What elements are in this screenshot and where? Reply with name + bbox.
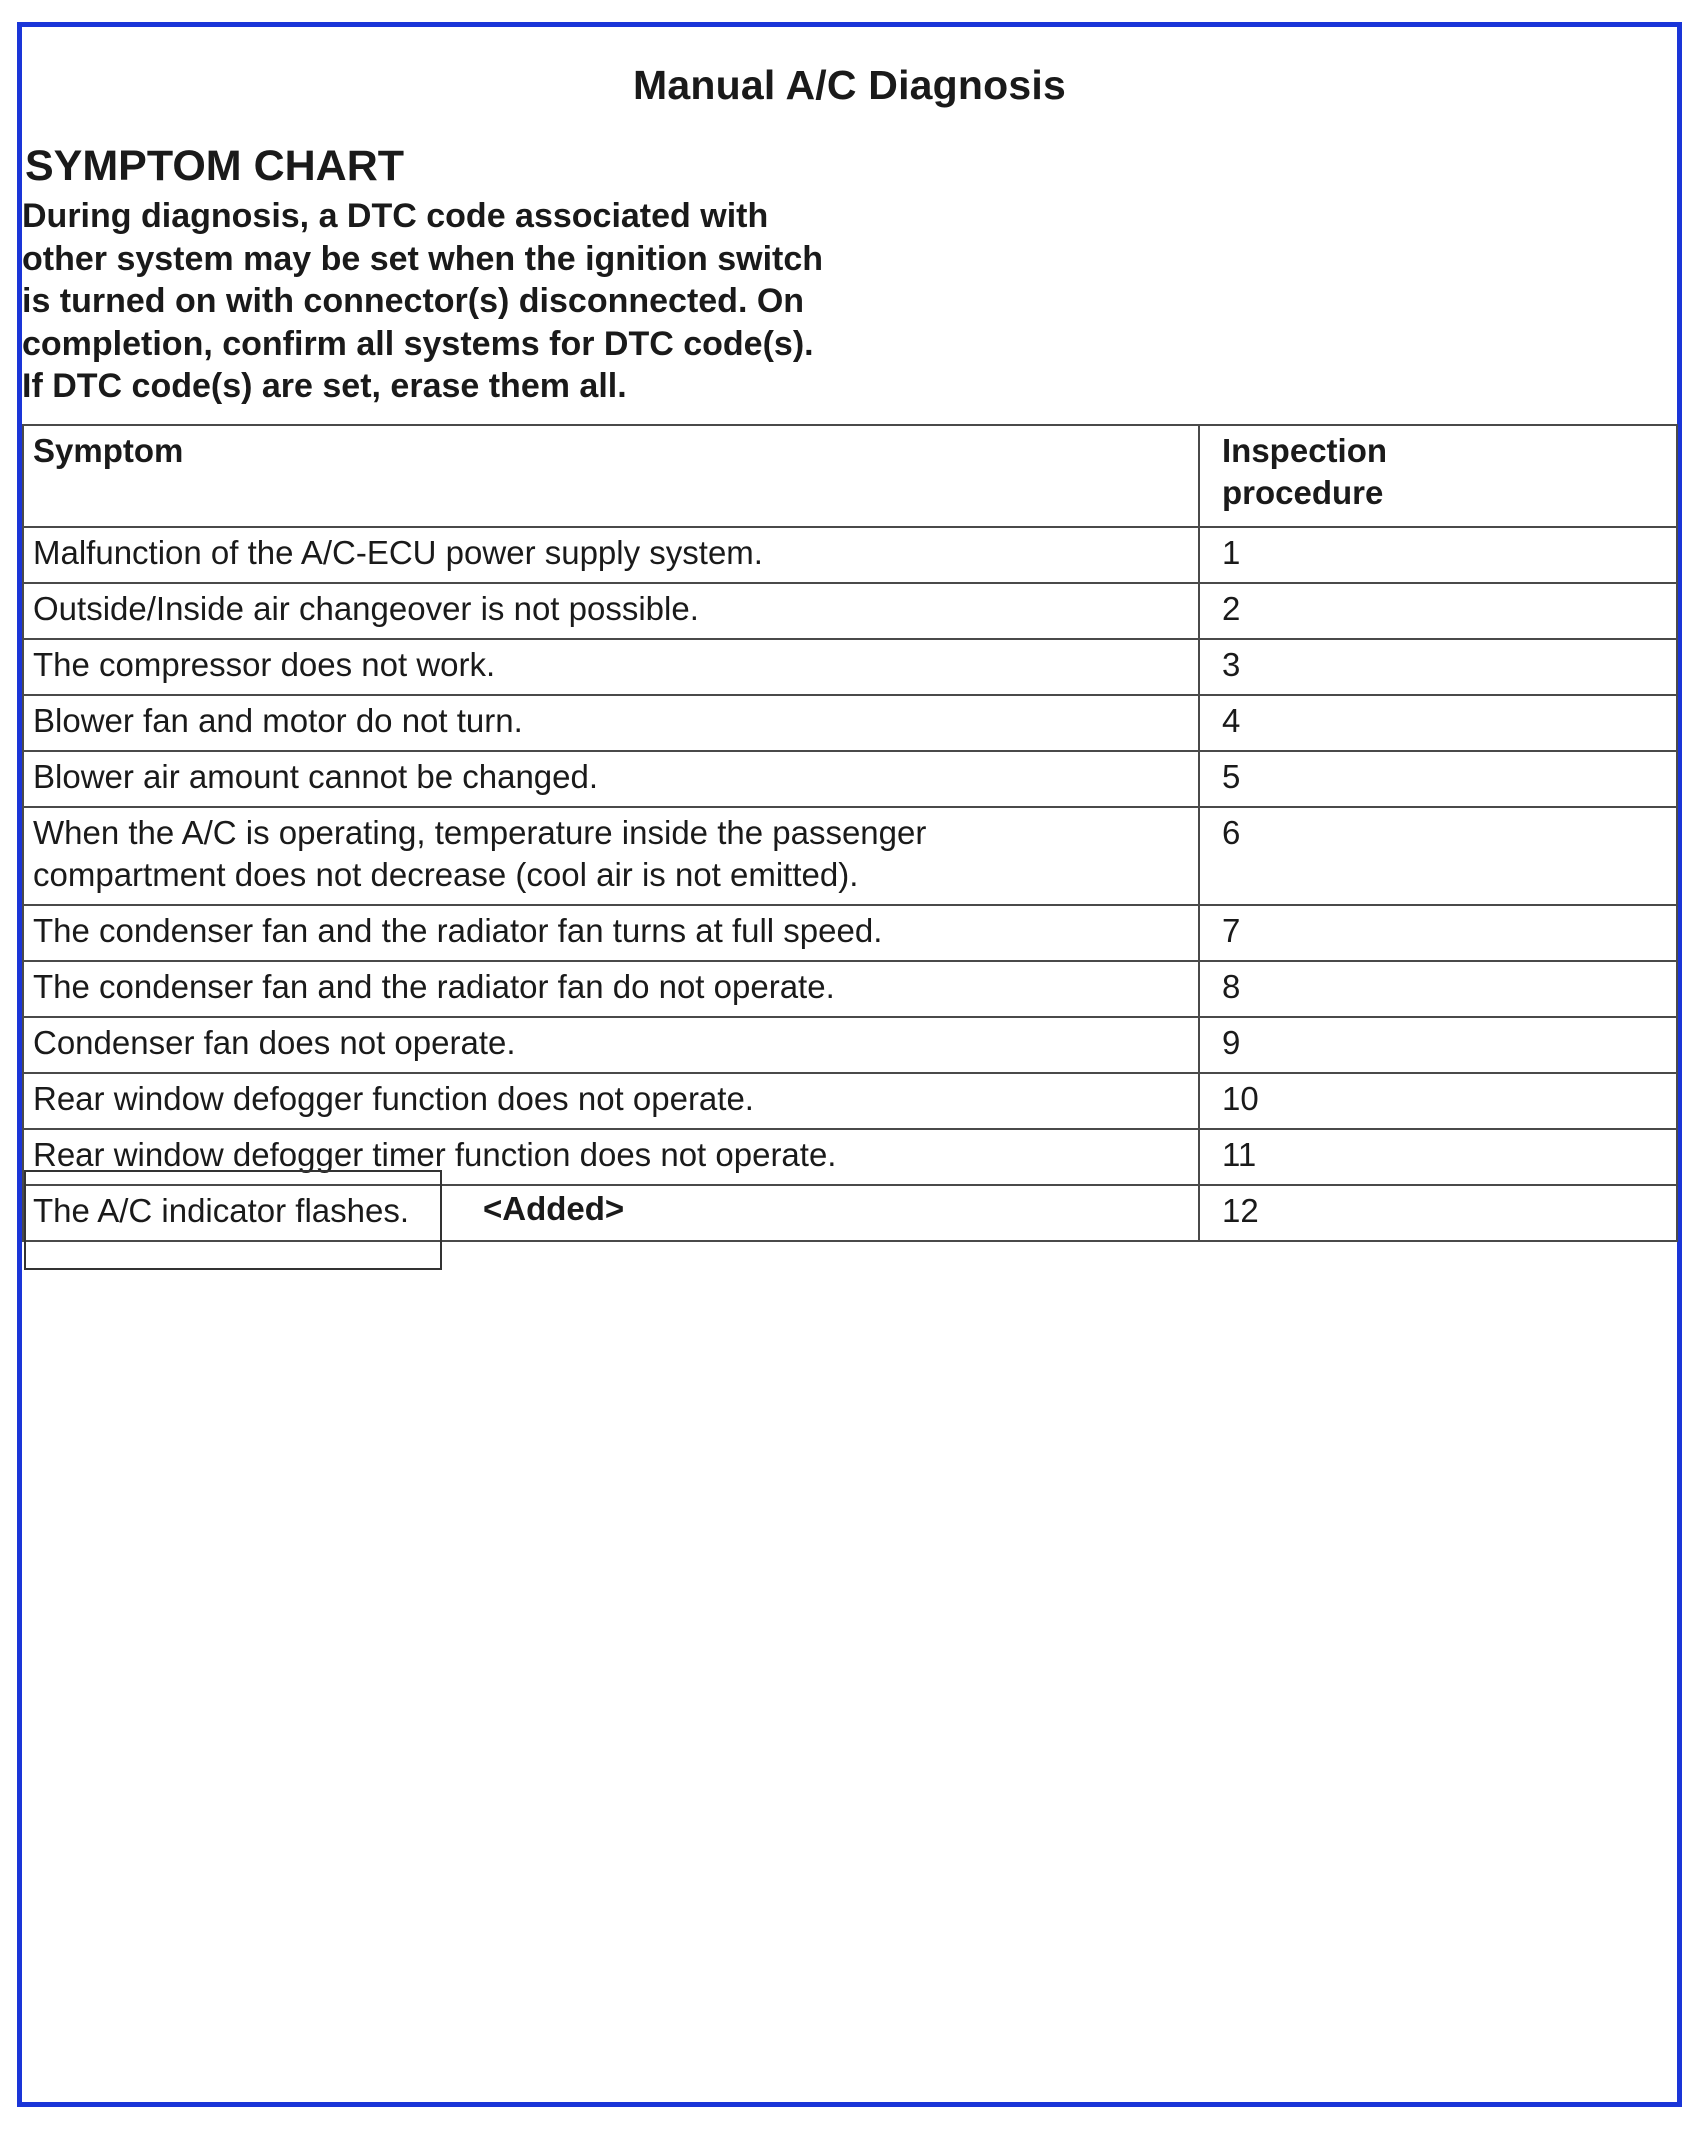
added-annotation-box bbox=[24, 1170, 442, 1270]
intro-paragraph bbox=[22, 195, 892, 408]
procedure-cell: 7 bbox=[1199, 905, 1677, 961]
header-procedure-line: Inspection bbox=[1222, 432, 1388, 469]
symptom-table bbox=[22, 424, 1678, 1242]
procedure-cell: 6 bbox=[1199, 807, 1677, 905]
header-procedure-line: procedure bbox=[1222, 474, 1384, 511]
table-row bbox=[23, 527, 1677, 583]
table-row bbox=[23, 905, 1677, 961]
table-row bbox=[23, 583, 1677, 639]
intro-line: If DTC code(s) are set, erase them all. bbox=[22, 367, 627, 405]
procedure-cell: 8 bbox=[1199, 961, 1677, 1017]
table-row bbox=[23, 961, 1677, 1017]
symptom-cell: Condenser fan does not operate. bbox=[23, 1017, 1199, 1073]
symptom-cell: Rear window defogger function does not operate. bbox=[23, 1073, 1199, 1129]
symptom-cell: Outside/Inside air changeover is not possible. bbox=[23, 583, 1199, 639]
table-row bbox=[23, 639, 1677, 695]
symptom-cell: Blower fan and motor do not turn. bbox=[23, 695, 1199, 751]
procedure-cell: 1 bbox=[1199, 527, 1677, 583]
symptom-cell: The condenser fan and the radiator fan turns at full speed. bbox=[23, 905, 1199, 961]
intro-line: During diagnosis, a DTC code associated with bbox=[22, 197, 769, 235]
added-annotation-label: <Added> bbox=[483, 1190, 625, 1227]
symptom-cell: Malfunction of the A/C-ECU power supply system. bbox=[23, 527, 1199, 583]
symptom-line: When the A/C is operating, temperature inside the passenger bbox=[33, 814, 927, 851]
section-heading: SYMPTOM CHART bbox=[25, 142, 405, 190]
procedure-cell: 10 bbox=[1199, 1073, 1677, 1129]
intro-line: other system may be set when the ignition switch bbox=[22, 239, 824, 278]
procedure-cell: 12 bbox=[1199, 1185, 1677, 1241]
symptom-cell: The condenser fan and the radiator fan do not operate. bbox=[23, 961, 1199, 1017]
table-row bbox=[23, 1017, 1677, 1073]
table-row bbox=[23, 807, 1677, 905]
procedure-cell: 4 bbox=[1199, 695, 1677, 751]
procedure-cell: 11 bbox=[1199, 1129, 1677, 1185]
symptom-cell: Rear window defogger timer function does not operate. bbox=[23, 1129, 1199, 1185]
intro-line: is turned on with connector(s) disconnected. On bbox=[22, 282, 805, 320]
procedure-cell: 3 bbox=[1199, 639, 1677, 695]
symptom-cell: The A/C indicator flashes. bbox=[23, 1185, 1199, 1241]
header-symptom: Symptom bbox=[23, 425, 1199, 527]
symptom-cell: The compressor does not work. bbox=[23, 639, 1199, 695]
intro-line: completion, confirm all systems for DTC code(s). bbox=[22, 324, 814, 363]
symptom-cell bbox=[23, 807, 1199, 905]
procedure-cell: 9 bbox=[1199, 1017, 1677, 1073]
procedure-cell: 2 bbox=[1199, 583, 1677, 639]
symptom-line: compartment does not decrease (cool air is not emitted). bbox=[33, 856, 859, 893]
procedure-cell: 5 bbox=[1199, 751, 1677, 807]
table-row bbox=[23, 1073, 1677, 1129]
table-row bbox=[23, 751, 1677, 807]
header-inspection-procedure bbox=[1199, 425, 1677, 527]
table-header-row bbox=[23, 425, 1677, 527]
table-row bbox=[23, 695, 1677, 751]
symptom-cell: Blower air amount cannot be changed. bbox=[23, 751, 1199, 807]
document-title: Manual A/C Diagnosis bbox=[632, 62, 1067, 108]
